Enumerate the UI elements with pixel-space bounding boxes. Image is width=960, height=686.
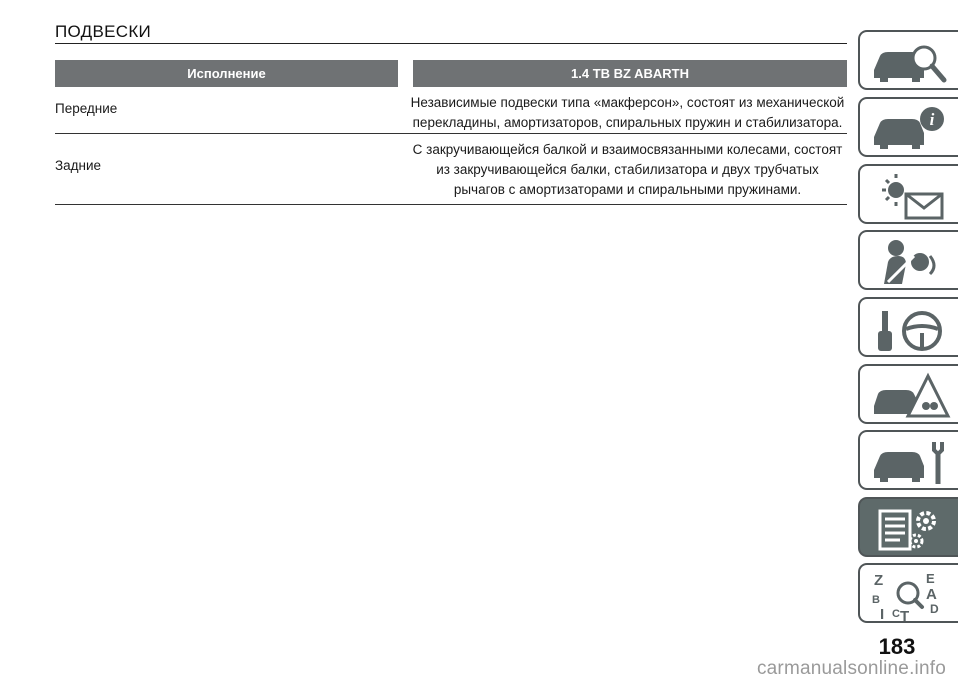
table-header-variant: Исполнение (55, 60, 398, 87)
text-line: Независимые подвески типа «макферсон», состоят из механической (410, 95, 845, 110)
chapter-tabs (858, 0, 960, 686)
title-divider (55, 43, 847, 44)
airbag-safety-icon (868, 236, 952, 288)
tab-car-info[interactable] (858, 97, 958, 157)
row-value-rear (405, 140, 850, 200)
section-title: ПОДВЕСКИ (55, 22, 152, 41)
car-search-icon (868, 36, 952, 88)
tab-car-emergency[interactable] (858, 364, 958, 424)
tab-car-maintenance[interactable] (858, 430, 958, 490)
text-line: из закручивающейся балки, стабилизатора и двух трубчатых (436, 162, 819, 177)
index-letter: T (900, 608, 910, 621)
row-label-front: Передние (55, 101, 118, 116)
text-line: перекладины, амортизаторов, спиральных пружин и стабилизатора. (412, 115, 843, 130)
alphabetical-index-icon (868, 569, 952, 621)
tab-warning-lights[interactable] (858, 164, 958, 224)
row-divider (55, 133, 847, 134)
row-value-front (405, 93, 850, 133)
table-header-engine: 1.4 TB BZ ABARTH (413, 60, 847, 87)
index-letter: E (926, 571, 935, 586)
watermark: carmanualsonline.info (756, 658, 946, 679)
index-letter: B (872, 594, 880, 606)
row-divider (55, 204, 847, 205)
text-line: рычагов с амортизаторами и спиральными пружинами. (453, 182, 802, 197)
tab-alphabetical-index[interactable] (858, 563, 958, 623)
index-letter: A (926, 586, 937, 603)
index-letter: I (880, 606, 885, 621)
index-letter: Z (874, 572, 884, 589)
warning-lights-icon (868, 170, 952, 222)
tab-key-steering[interactable] (858, 297, 958, 357)
svg-text:i: i (929, 110, 935, 129)
car-maintenance-icon (868, 436, 952, 488)
tab-car-search[interactable] (858, 30, 958, 90)
text-line: С закручивающейся балкой и взаимосвязанными колесами, состоят (412, 142, 843, 157)
tab-airbag-safety[interactable] (858, 230, 958, 290)
car-emergency-icon (868, 370, 952, 422)
index-letter: D (930, 602, 939, 616)
row-label-rear: Задние (55, 158, 102, 173)
key-steering-wheel-icon (868, 303, 952, 355)
page-number: 183 (878, 634, 916, 659)
index-letter: C (892, 608, 900, 620)
tab-technical-data[interactable] (858, 497, 958, 557)
car-info-icon (868, 103, 952, 155)
technical-data-icon (868, 503, 952, 555)
